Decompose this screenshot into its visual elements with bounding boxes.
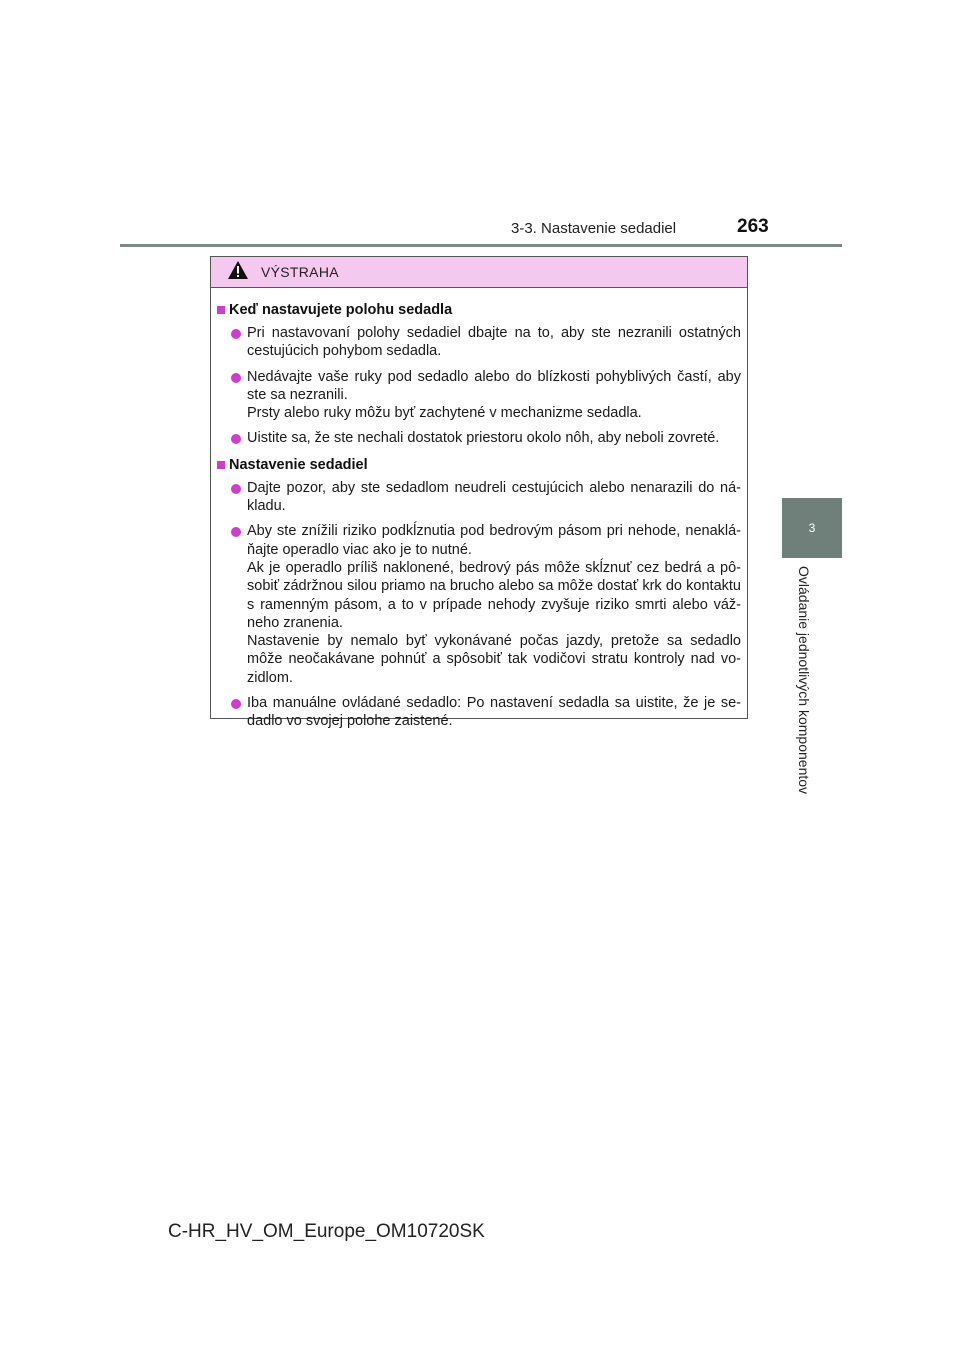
section-title-text: Nastavenie sedadiel bbox=[229, 456, 368, 473]
list-item-text: Aby ste znížili riziko podkĺznutia pod bedrovým pásom pri nehode, nenaklá-ňajte operadlo viac ako je to nutné. Ak je operadlo príliš naklonené, bedrový pás môže skĺznuť cez bedrá a pô-sobiť zádržnou silou priamo na brucho alebo sa môže dostať krk do kontaktu s ramenným pásom, a to v prípade nehody zvyšuje riziko smrti alebo váž-neho zranenia. Nastavenie by nemalo byť vykonávané počas jazdy, pretože sa sedadlo môže neočakávane pohnúť a spôsobiť tak vodičovi stratu kontroly nad vo-zidlom. bbox=[247, 523, 741, 686]
list-item bbox=[231, 694, 741, 731]
circle-bullet-icon bbox=[231, 329, 241, 339]
warning-box bbox=[210, 256, 748, 730]
chapter-tab bbox=[782, 498, 842, 558]
circle-bullet-icon bbox=[231, 373, 241, 383]
square-bullet-icon bbox=[217, 306, 225, 314]
section-title bbox=[217, 455, 741, 475]
list-item-text: Uistite sa, že ste nechali dostatok priestoru okolo nôh, aby neboli zovreté. bbox=[247, 430, 720, 447]
list-item-text: Dajte pozor, aby ste sedadlom neudreli cestujúcich alebo nenarazili do ná-kladu. bbox=[247, 479, 741, 515]
chapter-number: 3 bbox=[808, 521, 816, 535]
list-item bbox=[231, 429, 741, 447]
list-item bbox=[231, 368, 741, 423]
page-number: 263 bbox=[737, 216, 769, 237]
section-title-text: Keď nastavujete polohu sedadla bbox=[229, 302, 453, 318]
square-bullet-icon bbox=[217, 461, 225, 469]
header-rule bbox=[120, 244, 842, 247]
circle-bullet-icon bbox=[231, 484, 241, 494]
list-item-text: Pri nastavovaní polohy sedadiel dbajte na to, aby ste nezranili ostatných cestujúcich pohybom sedadla. bbox=[247, 325, 741, 360]
circle-bullet-icon bbox=[231, 434, 241, 444]
header-section-title: 3-3. Nastavenie sedadiel bbox=[511, 220, 677, 237]
section-title bbox=[217, 300, 741, 320]
list-item bbox=[231, 522, 741, 687]
warning-header bbox=[211, 257, 747, 288]
list-item bbox=[231, 479, 741, 516]
section-items bbox=[217, 479, 741, 731]
list-item-text: Nedávajte vaše ruky pod sedadlo alebo do blízkosti pohyblivých častí, aby ste sa nezranili. Prsty alebo ruky môžu byť zachytené v mechanizme sedadla. bbox=[247, 368, 741, 422]
chapter-side-label: Ovládanie jednotlivých komponentov bbox=[796, 566, 812, 795]
section-items bbox=[217, 324, 741, 448]
list-item-text: Iba manuálne ovládané sedadlo: Po nastavení sedadla sa uistite, že je se-dadlo vo svojej polohe zaistené. bbox=[247, 695, 741, 730]
warning-content bbox=[211, 288, 747, 731]
circle-bullet-icon bbox=[231, 699, 241, 709]
circle-bullet-icon bbox=[231, 527, 241, 537]
warning-section bbox=[217, 455, 741, 731]
warning-triangle-icon bbox=[227, 260, 249, 285]
warning-title: VÝSTRAHA bbox=[261, 264, 339, 280]
footer-document-code: C-HR_HV_OM_Europe_OM10720SK bbox=[168, 1221, 485, 1242]
warning-section bbox=[217, 300, 741, 448]
list-item bbox=[231, 324, 741, 361]
